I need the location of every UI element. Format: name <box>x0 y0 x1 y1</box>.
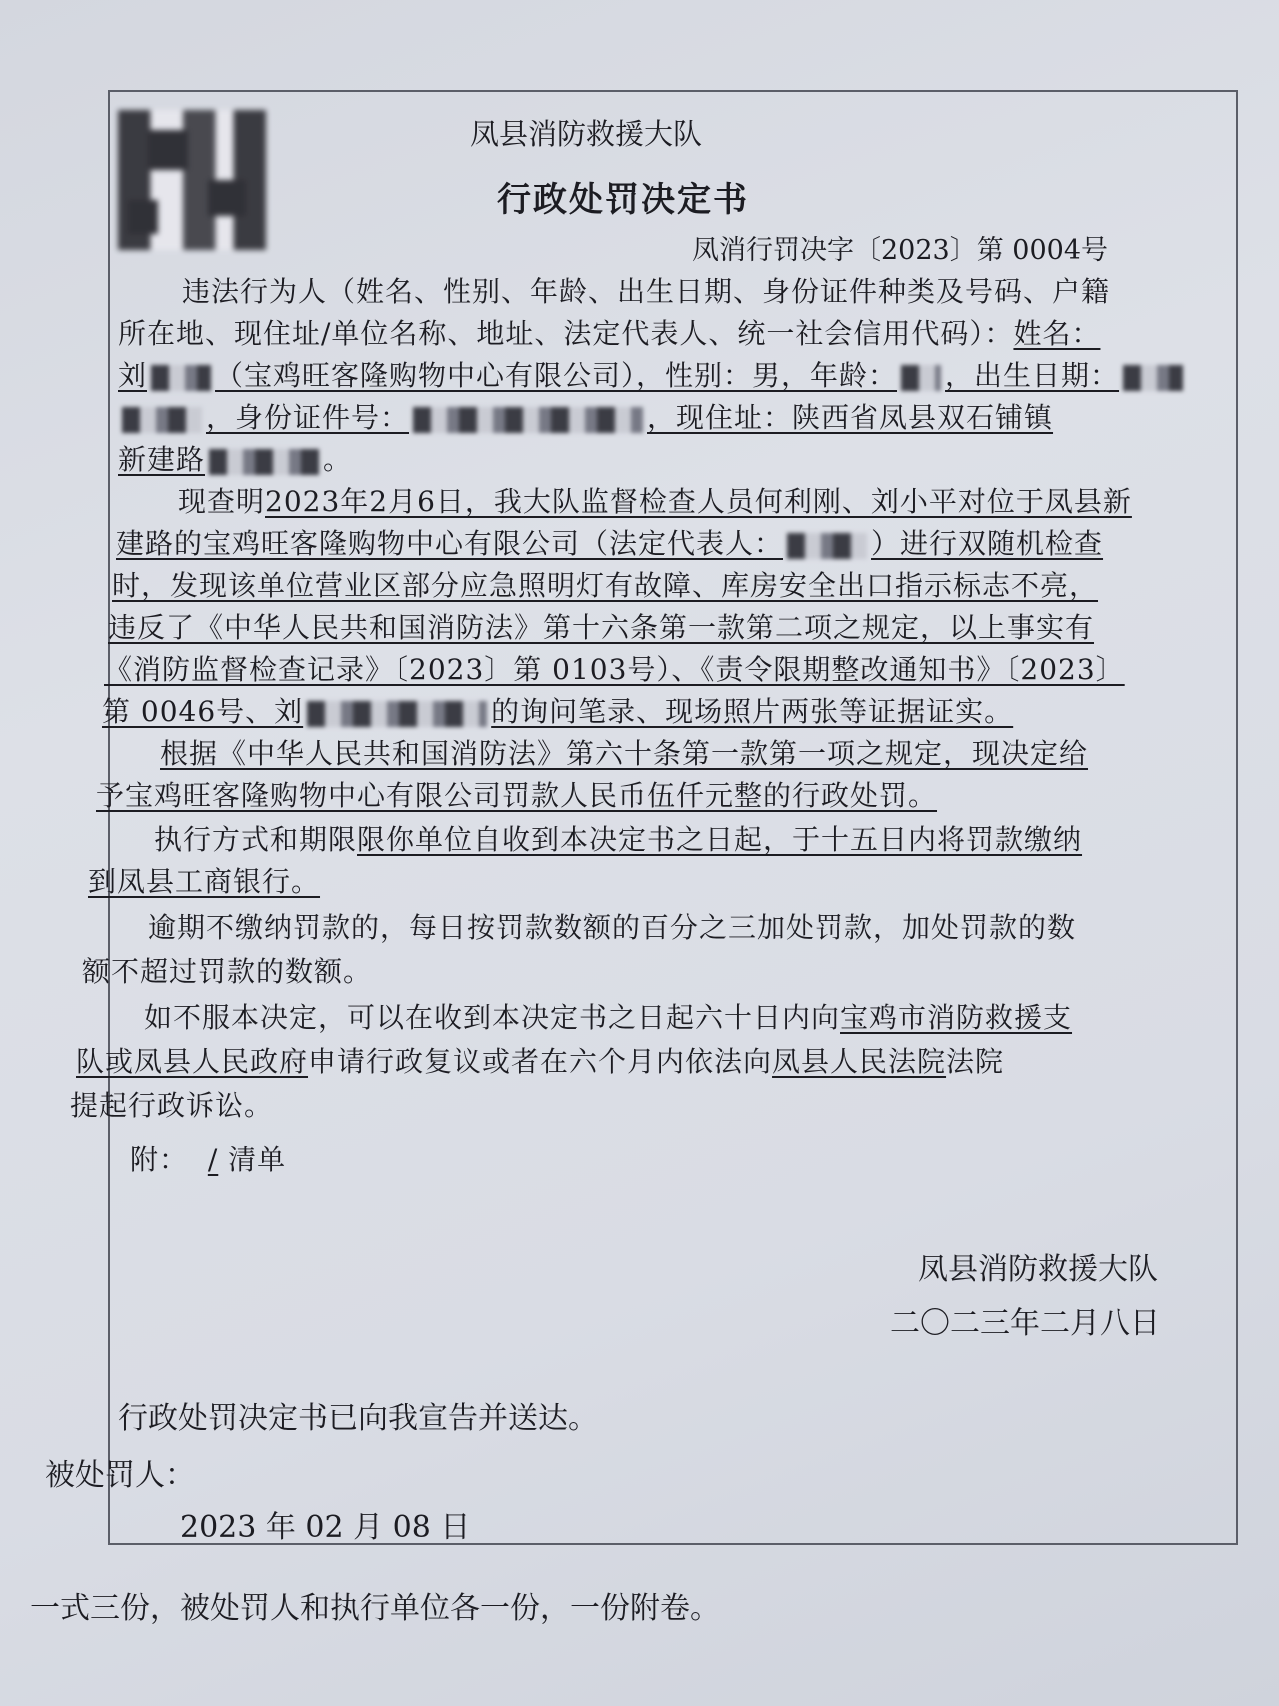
signing-date: 二〇二三年二月八日 <box>890 1306 1160 1341</box>
appeal-line-1: 如不服本决定，可以在收到本决定书之日起六十日内向宝鸡市消防救援支 <box>144 1001 1073 1034</box>
party-line-2: 所在地、现住址/单位名称、地址、法定代表人、统一社会信用代码）：姓名： <box>118 317 1101 350</box>
document-title: 行政处罚决定书 <box>497 180 749 220</box>
attachment-line: 附： / 清单 <box>130 1143 287 1176</box>
overdue-line-1: 逾期不缴纳罚款的，每日按罚款数额的百分之三加处罚款，加处罚款的数 <box>148 911 1077 944</box>
execution-line-2: 到凤县工商银行。 <box>88 865 321 898</box>
execution-line-1: 执行方式和期限限你单位自收到本决定书之日起，于十五日内将罚款缴纳 <box>154 823 1083 856</box>
party-line-4: ，身份证件号： ，现住址：陕西省凤县双石铺镇 <box>118 396 1053 436</box>
party-line-1: 违法行为人（姓名、性别、年龄、出生日期、身份证件种类及号码、户籍 <box>182 275 1111 308</box>
facts-line-2: 建路的宝鸡旺客隆购物中心有限公司（法定代表人： ）进行双随机检查 <box>116 527 1104 560</box>
qr-code-redacted <box>118 110 266 250</box>
copies-note: 一式三份，被处罚人和执行单位各一份，一份附卷。 <box>30 1591 720 1626</box>
facts-line-4: 违反了《中华人民共和国消防法》第十六条第一款第二项之规定，以上事实有 <box>108 611 1095 644</box>
receipt-date: 2023 年 02 月 08 日 <box>180 1510 471 1545</box>
facts-line-1: 现查明2023年2月6日，我大队监督检查人员何利刚、刘小平对位于凤县新 <box>178 485 1132 518</box>
document-number: 凤消行罚决字〔2023〕第 0004号 <box>692 235 1109 266</box>
party-line-3: 刘 （宝鸡旺客隆购物中心有限公司），性别：男，年龄： ，出生日期： <box>118 354 1187 394</box>
facts-line-3: 时，发现该单位营业区部分应急照明灯有故障、库房安全出口指示标志不亮， <box>112 569 1099 602</box>
served-statement: 行政处罚决定书已向我宣告并送达。 <box>118 1401 598 1436</box>
party-line-5: 新建路 。 <box>118 443 353 476</box>
signing-organization: 凤县消防救援大队 <box>918 1252 1158 1287</box>
issuing-organization: 凤县消防救援大队 <box>470 117 703 151</box>
appeal-line-2: 队或凤县人民政府申请行政复议或者在六个月内依法向凤县人民法院法院 <box>76 1045 1005 1078</box>
punished-party-label: 被处罚人： <box>45 1458 195 1493</box>
facts-line-5: 《消防监督检查记录》〔2023〕第 0103号）、《责令限期整改通知书》〔2023〕 <box>104 653 1125 686</box>
overdue-line-2: 额不超过罚款的数额。 <box>82 955 373 988</box>
basis-line-1: 根据《中华人民共和国消防法》第六十条第一款第一项之规定，现决定给 <box>160 737 1089 770</box>
appeal-line-3: 提起行政诉讼。 <box>70 1089 274 1122</box>
basis-line-2: 予宝鸡旺客隆购物中心有限公司罚款人民币伍仟元整的行政处罚。 <box>96 779 938 812</box>
facts-line-6: 第 0046号、刘 的询问笔录、现场照片两张等证据证实。 <box>102 695 1014 728</box>
